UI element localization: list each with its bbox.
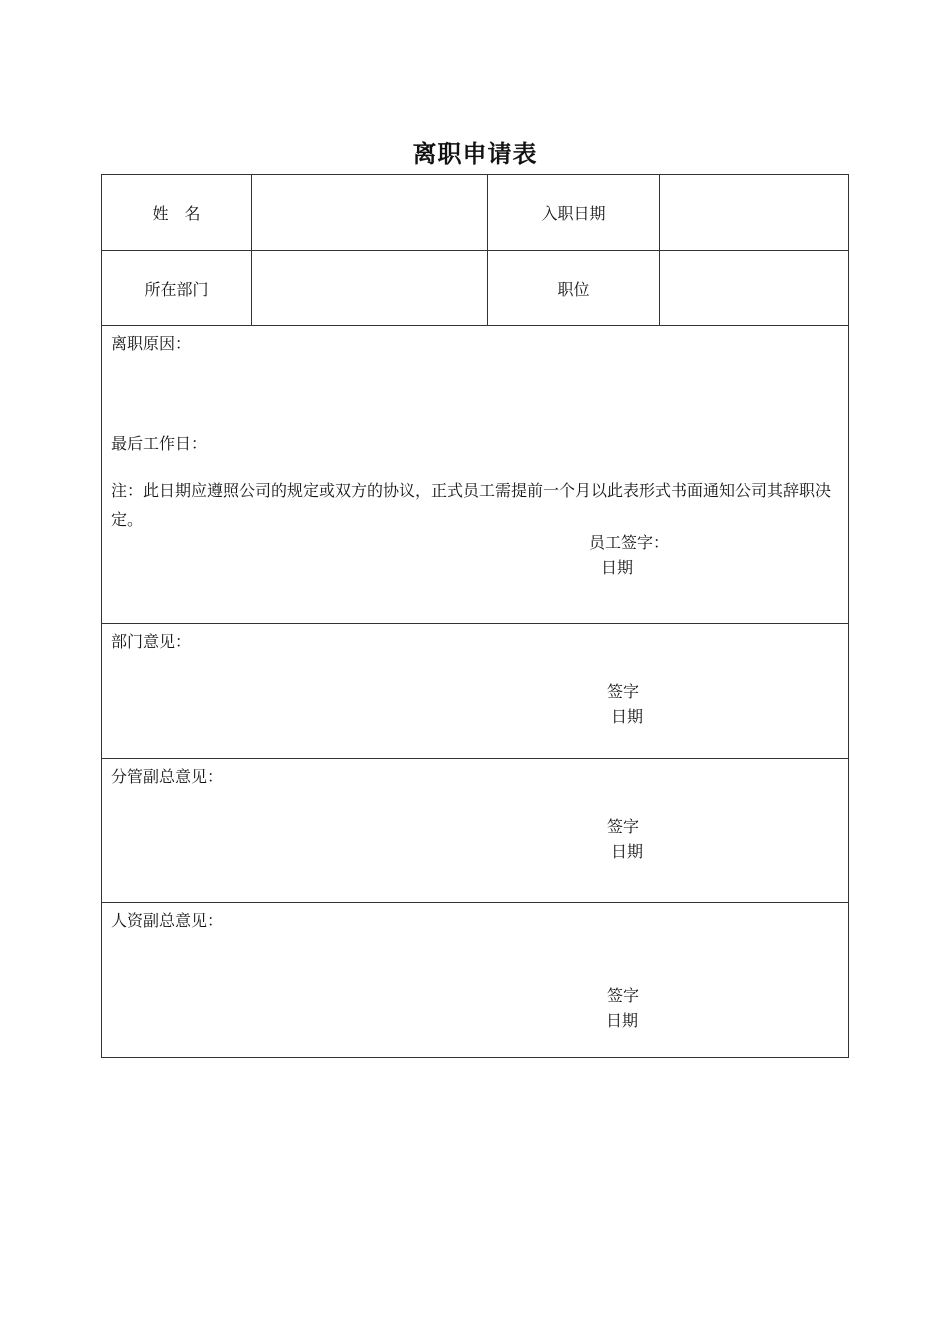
department-signature-label: 签字 [607, 682, 640, 701]
position-field[interactable] [660, 251, 848, 325]
department-date-label: 日期 [611, 707, 644, 726]
vp-date-label: 日期 [611, 842, 644, 861]
vp-signature-label: 签字 [607, 817, 640, 836]
position-label: 职位 [557, 279, 590, 299]
name-field[interactable] [252, 175, 487, 250]
resignation-form [101, 174, 849, 1058]
last-day-label: 最后工作日： [111, 434, 208, 453]
hire-date-label: 入职日期 [541, 204, 606, 223]
hire-date-field[interactable] [660, 175, 848, 250]
hr-vp-opinion-label: 人资副总意见： [111, 911, 224, 930]
page-title: 离职申请表 [412, 140, 538, 168]
notice-text: 注：此日期应遵照公司的规定或双方的协议，正式员工需提前一个月以此表形式书面通知公司其辞职决定。 [111, 481, 832, 529]
row-divider [102, 758, 848, 759]
department-label: 所在部门 [144, 279, 209, 299]
employee-signature-label: 员工签字： [589, 533, 670, 552]
row-divider [102, 902, 848, 903]
employee-date-label: 日期 [601, 558, 634, 577]
hr-vp-signature-label: 签字 [607, 986, 640, 1005]
department-opinion-label: 部门意见： [111, 632, 192, 651]
name-label: 姓 名 [152, 204, 201, 223]
hr-vp-date-label: 日期 [606, 1011, 639, 1030]
vp-opinion-label: 分管副总意见： [111, 767, 224, 786]
department-field[interactable] [252, 251, 487, 325]
row-divider [102, 623, 848, 624]
row-divider [102, 325, 848, 326]
reason-label: 离职原因： [111, 334, 192, 353]
